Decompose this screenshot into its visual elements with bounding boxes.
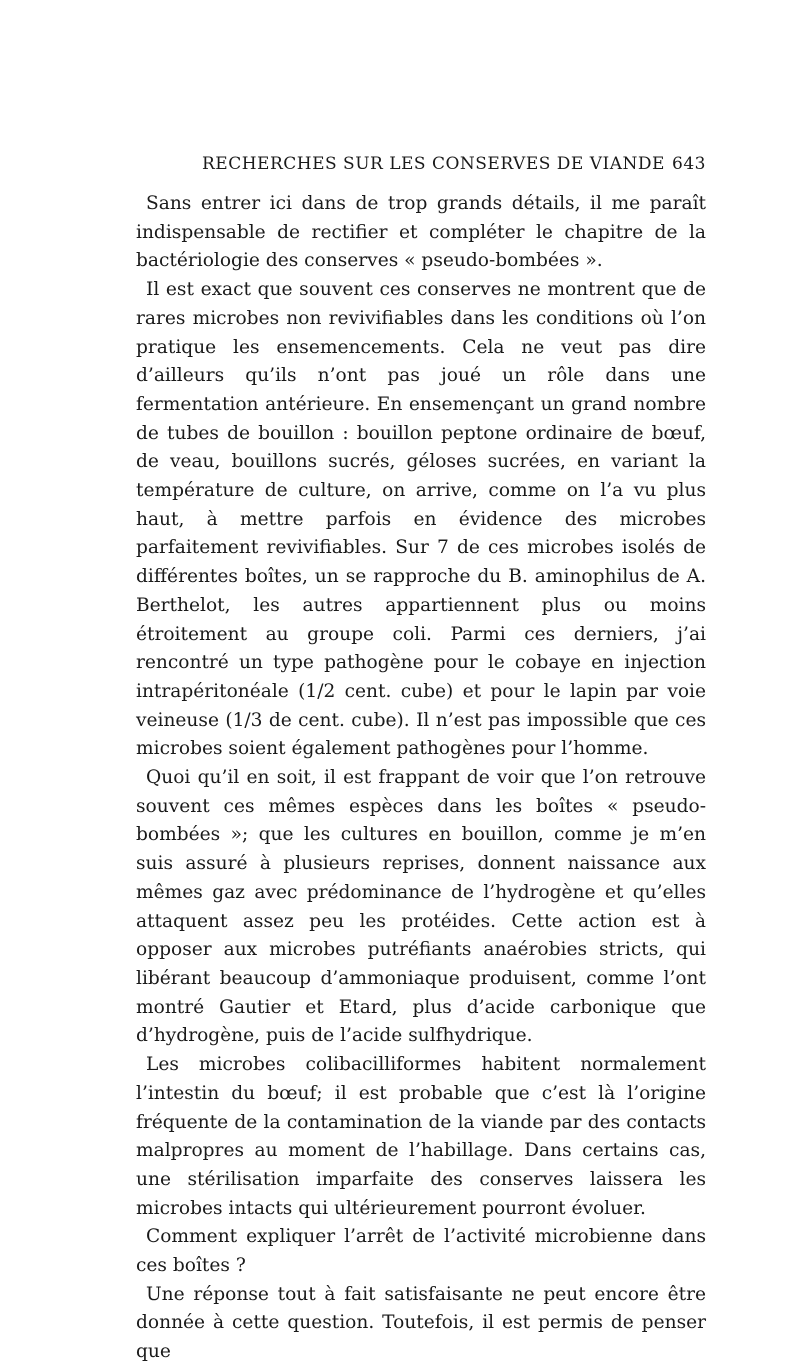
running-header	[136, 154, 706, 184]
page-number: 643	[672, 154, 706, 174]
body-text	[136, 190, 706, 1367]
paragraph: Quoi qu’il en soit, il est frappant de voir que l’on retrouve souvent ces mêmes espèces dans les boîtes « pseudo-bombées »; que les cultures en bouillon, comme je m’en suis assuré à plusieurs reprises, donnent naissance aux mêmes gaz avec prédominance de l’hydrogène et qu’elles attaquent assez peu les protéides. Cette action est à opposer aux microbes putréfiants anaérobies stricts, qui libérant beaucoup d’ammoniaque produisent, comme l’ont montré Gautier et Etard, plus d’acide carbonique que d’hydrogène, puis de l’acide sulfhydrique.	[136, 767, 706, 1047]
paragraph: Une réponse tout à fait satisfaisante ne peut encore être donnée à cette question. Toutefois, il est permis de penser que	[136, 1283, 706, 1363]
paragraph: Comment expliquer l’arrêt de l’activité microbienne dans ces boîtes ?	[136, 1226, 706, 1277]
running-title: RECHERCHES SUR LES CONSERVES DE VIANDE	[202, 154, 665, 174]
book-page	[136, 154, 706, 1367]
paragraph: Les microbes colibacilliformes habitent normalement l’intestin du bœuf; il est probable que c’est là l’origine fréquente de la contamination de la viande par des contacts malpropres au moment de l’habillage. Dans certains cas, une stérilisation imparfaite des conserves laissera les microbes intacts qui ultérieurement pourront évoluer.	[136, 1054, 706, 1219]
paragraph: Il est exact que souvent ces conserves ne montrent que de rares microbes non revivifiables dans les conditions où l’on pratique les ensemencements. Cela ne veut pas dire d’ailleurs qu’ils n’ont pas joué un rôle dans une fermentation antérieure. En ensemençant un grand nombre de tubes de bouillon : bouillon peptone ordinaire de bœuf, de veau, bouillons sucrés, géloses sucrées, en variant la température de culture, on arrive, comme on l’a vu plus haut, à mettre parfois en évidence des microbes parfaitement revivifiables. Sur 7 de ces microbes isolés de différentes boîtes, un se rapproche du B. aminophilus de A. Berthelot, les autres appartiennent plus ou moins étroitement au groupe coli. Parmi ces derniers, j’ai rencontré un type pathogène pour le cobaye en injection intrapéritonéale (1/2 cent. cube) et pour le lapin par voie veineuse (1/3 de cent. cube). Il n’est pas impossible que ces microbes soient également pathogènes pour l’homme.	[136, 279, 706, 760]
paragraph: Sans entrer ici dans de trop grands détails, il me paraît indispensable de rectifier et compléter le chapitre de la bactériologie des conserves « pseudo-bombées ».	[136, 193, 706, 272]
